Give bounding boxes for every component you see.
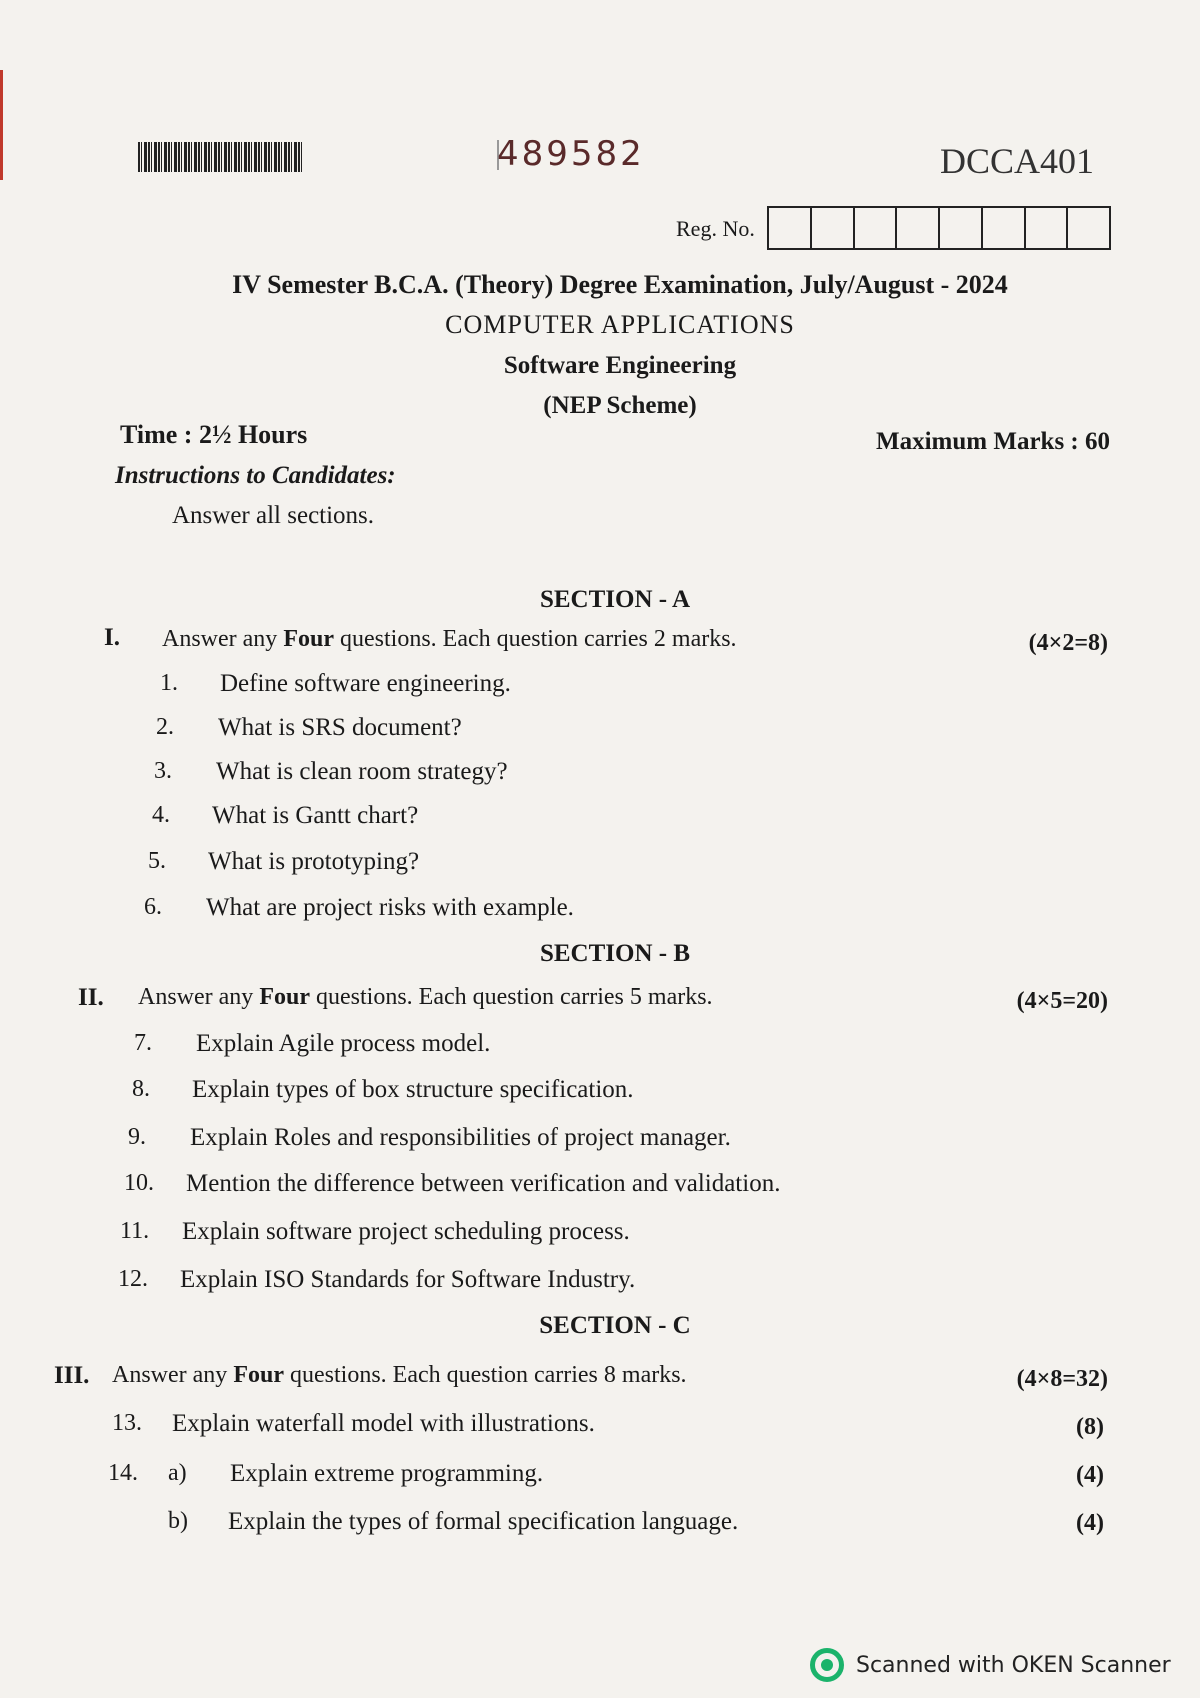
question-text: Explain software project scheduling process.: [182, 1218, 630, 1245]
reg-no-boxes: [767, 206, 1111, 250]
section-a-roman: I.: [104, 624, 120, 651]
question-text: Explain the types of formal specification language.: [228, 1508, 739, 1535]
barcode: [138, 142, 303, 172]
question-text: Define software engineering.: [220, 670, 511, 697]
section-b-allocation: (4×5=20): [1016, 988, 1108, 1014]
question-number: 12.: [118, 1266, 148, 1292]
question-number: 9.: [128, 1124, 146, 1150]
question-number: 4.: [152, 802, 170, 828]
question-text: What is clean room strategy?: [216, 758, 508, 785]
question-marks: (4): [1076, 1510, 1104, 1536]
question-text: What is SRS document?: [218, 714, 462, 741]
section-b-roman: II.: [78, 984, 104, 1011]
question-number: 3.: [154, 758, 172, 784]
question-text: Mention the difference between verification and validation.: [186, 1170, 781, 1197]
sub-question-letter: b): [168, 1508, 188, 1534]
question-number: 7.: [134, 1030, 152, 1056]
question-text: Explain types of box structure specification.: [192, 1076, 634, 1103]
question-number: 5.: [148, 848, 166, 874]
question-number: 6.: [144, 894, 162, 920]
question-text: Explain waterfall model with illustrations.: [172, 1410, 595, 1437]
section-c-allocation: (4×8=32): [1016, 1366, 1108, 1392]
question-number: 10.: [124, 1170, 154, 1196]
sub-question-letter: a): [168, 1460, 187, 1486]
question-text: What are project risks with example.: [206, 894, 574, 921]
question-number: 14.: [108, 1460, 138, 1486]
reg-no-label: Reg. No.: [676, 216, 755, 241]
section-b-title: SECTION - B: [539, 940, 691, 967]
question-text: What is prototyping?: [208, 848, 420, 875]
question-number: 13.: [112, 1410, 142, 1436]
exam-title: IV Semester B.C.A. (Theory) Degree Examination, July/August - 2024: [232, 270, 1008, 299]
section-a-instruction: Answer any Four questions. Each question carries 2 marks.: [162, 626, 737, 652]
question-text: Explain ISO Standards for Software Industry.: [180, 1266, 636, 1293]
instructions-heading: Instructions to Candidates:: [115, 462, 396, 489]
question-marks: (4): [1076, 1462, 1104, 1488]
section-c-title: SECTION - C: [539, 1312, 691, 1339]
section-a-allocation: (4×2=8): [1028, 630, 1108, 656]
section-c-instruction: Answer any Four questions. Each question carries 8 marks.: [112, 1362, 687, 1388]
time-allowed: Time : 2½ Hours: [120, 420, 308, 449]
question-text: What is Gantt chart?: [212, 802, 419, 829]
question-text: Explain Agile process model.: [196, 1030, 491, 1057]
question-number: 2.: [156, 714, 174, 740]
scanner-logo-icon: [810, 1648, 844, 1682]
question-text: Explain extreme programming.: [230, 1460, 544, 1487]
section-b-instruction: Answer any Four questions. Each question carries 5 marks.: [138, 984, 713, 1010]
question-marks: (8): [1076, 1414, 1104, 1440]
paper-title: Software Engineering: [503, 352, 737, 379]
scanner-watermark: [810, 1648, 1171, 1682]
subject-title: COMPUTER APPLICATIONS: [445, 310, 795, 339]
scanner-watermark-text: Scanned with OKEN Scanner: [856, 1652, 1171, 1678]
question-number: 11.: [120, 1218, 150, 1244]
serial-number: 489582: [497, 134, 645, 174]
section-c-roman: III.: [54, 1362, 90, 1389]
paper-code: DCCA401: [940, 141, 1095, 181]
scheme-title: (NEP Scheme): [543, 392, 697, 419]
question-text: Explain Roles and responsibilities of project manager.: [190, 1124, 731, 1151]
instructions-text: Answer all sections.: [172, 502, 375, 529]
question-number: 1.: [160, 670, 178, 696]
scan-edge-mark: [0, 70, 3, 180]
section-a-title: SECTION - A: [539, 586, 691, 613]
question-number: 8.: [132, 1076, 150, 1102]
maximum-marks: Maximum Marks : 60: [876, 428, 1110, 455]
